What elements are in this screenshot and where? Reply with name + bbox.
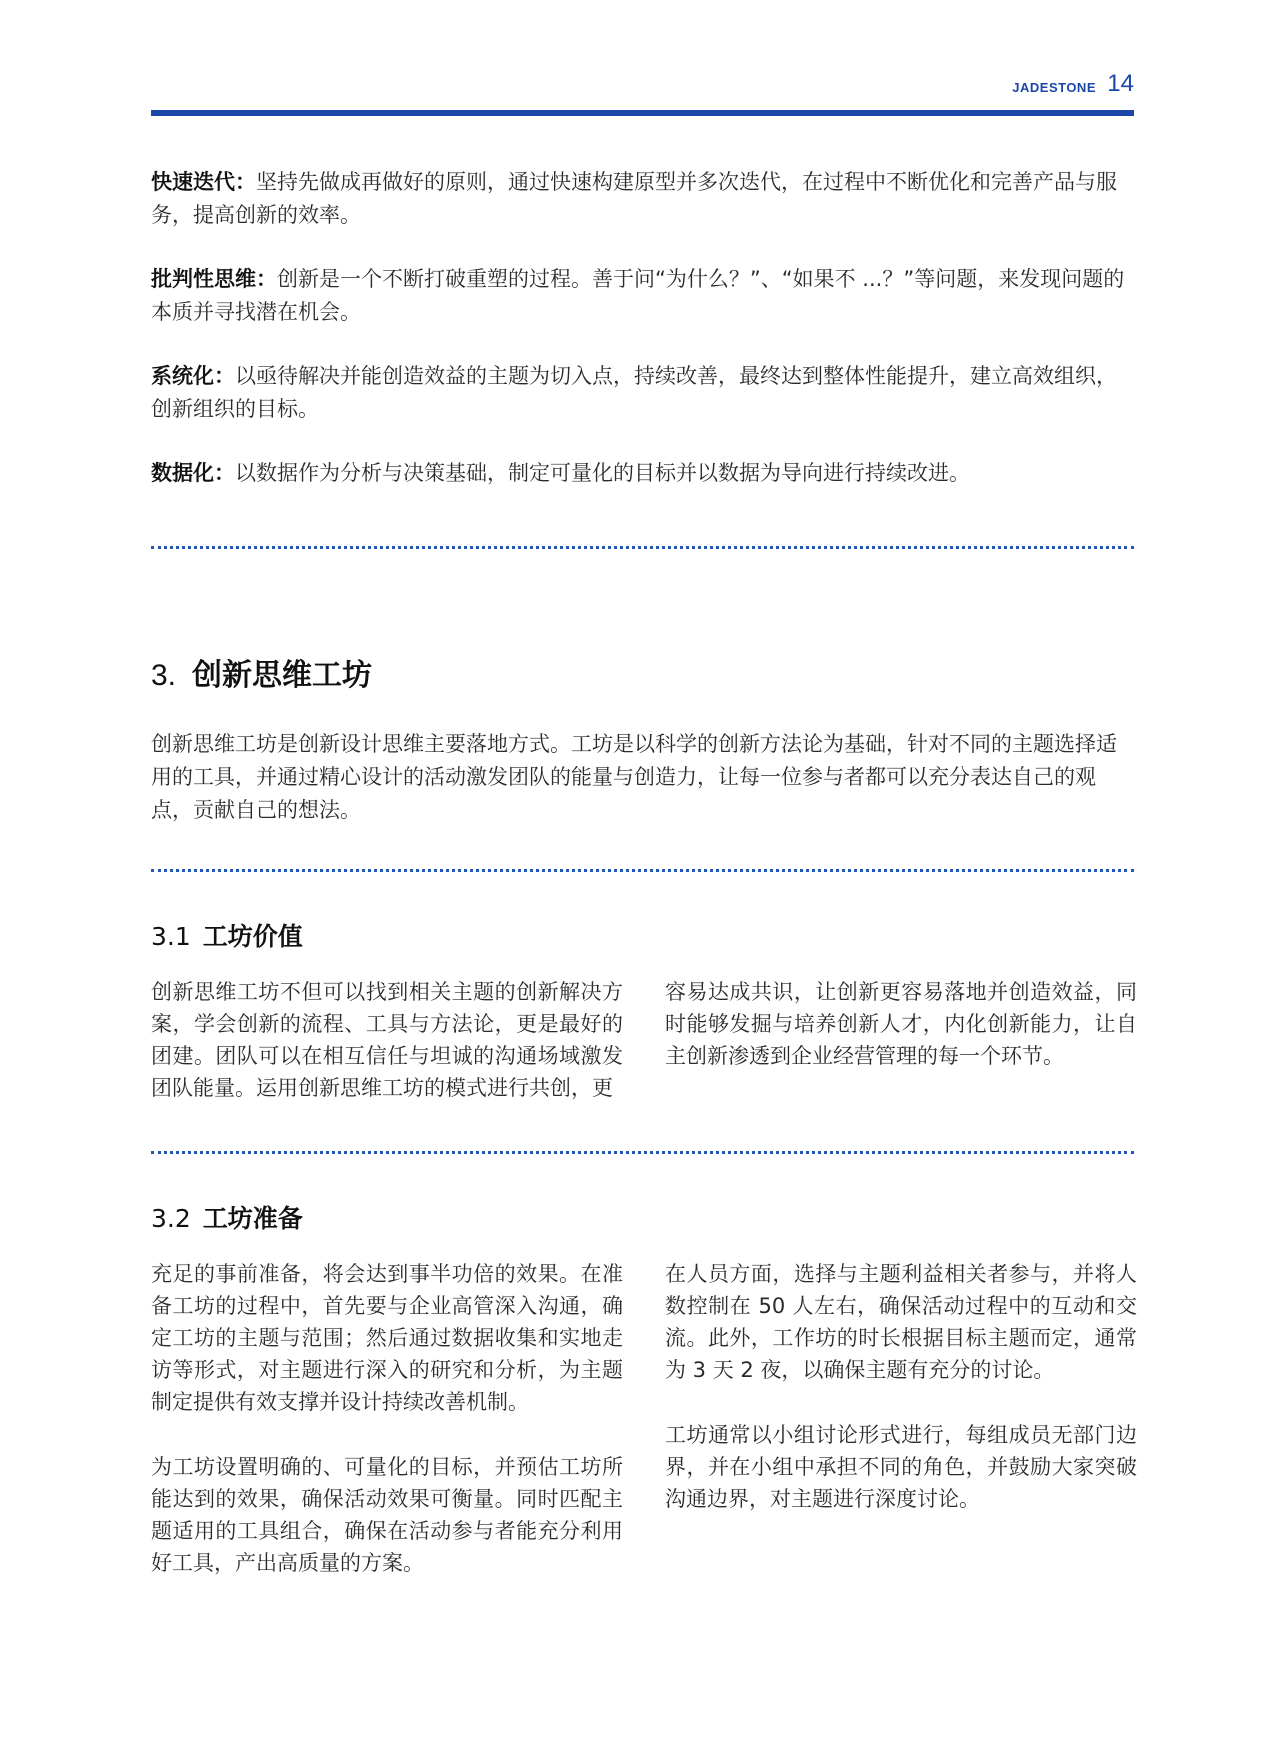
section-title: 创新思维工坊 (192, 659, 373, 692)
principle-rapid-iteration (151, 166, 1136, 232)
section-3-1-heading (151, 917, 303, 953)
section-3-intro: 创新思维工坊是创新设计思维主要落地方式。工坊是以科学的创新方法论为基础，针对不同的主题选择适用的工具，并通过精心设计的活动激发团队的能量与创造力，让每一位参与者都可以充分表达自己的观点，贡献自己的想法。 (151, 732, 1117, 822)
subsection-number: 3.1 (151, 922, 191, 951)
section-3-2-left-para-1: 充足的事前准备，将会达到事半功倍的效果。在准备工坊的过程中，首先要与企业高管深入沟通，确定工坊的主题与范围；然后通过数据收集和实地走访等形式，对主题进行深入的研究和分析，为主题制定提供有效支撑并设计持续改善机制。 (151, 1262, 623, 1414)
principle-term: 数据化： (151, 461, 235, 485)
dotted-divider (151, 1151, 1134, 1154)
section-3-2-right-para-1: 在人员方面，选择与主题利益相关者参与，并将人数控制在 50 人左右，确保活动过程中的互动和交流。此外，工作坊的时长根据目标主题而定，通常为 3 天 2 夜，以确保主题有充分的讨论。 (665, 1262, 1137, 1382)
principle-text: 创新是一个不断打破重塑的过程。善于问“为什么？”、“如果不 ...？”等问题，来发现问题的本质并寻找潜在机会。 (151, 267, 1125, 324)
principle-text: 以数据作为分析与决策基础，制定可量化的目标并以数据为导向进行持续改进。 (235, 461, 970, 485)
principle-term: 系统化： (151, 364, 235, 388)
subsection-title: 工坊准备 (202, 1204, 303, 1233)
principle-term: 批判性思维： (151, 267, 277, 291)
section-3-2-right-para-2: 工坊通常以小组讨论形式进行，每组成员无部门边界，并在小组中承担不同的角色，并鼓励大家突破沟通边界，对主题进行深度讨论。 (665, 1423, 1137, 1511)
section-3-2-left-para-2: 为工坊设置明确的、可量化的目标，并预估工坊所能达到的效果，确保活动效果可衡量。同时匹配主题适用的工具组合，确保在活动参与者能充分利用好工具，产出高质量的方案。 (151, 1455, 623, 1575)
principle-critical-thinking (151, 263, 1136, 329)
principle-text: 坚持先做成再做好的原则，通过快速构建原型并多次迭代，在过程中不断优化和完善产品与服务，提高创新的效率。 (151, 170, 1117, 227)
section-3-1-left-column: 创新思维工坊不但可以找到相关主题的创新解决方案，学会创新的流程、工具与方法论，更是最好的团建。团队可以在相互信任与坦诚的沟通场域激发团队能量。运用创新思维工坊的模式进行共创，更 (151, 980, 623, 1100)
principle-term: 快速迭代： (151, 170, 256, 194)
dotted-divider (151, 546, 1134, 549)
principle-data-driven (151, 457, 1136, 490)
principle-systematic (151, 360, 1136, 426)
section-number: 3. (151, 659, 177, 692)
dotted-divider (151, 869, 1134, 872)
section-3-1-right-column: 容易达成共识，让创新更容易落地并创造效益，同时能够发掘与培养创新人才，内化创新能力，让自主创新渗透到企业经营管理的每一个环节。 (665, 980, 1137, 1068)
principle-text: 以亟待解决并能创造效益的主题为切入点，持续改善，最终达到整体性能提升，建立高效组织，创新组织的目标。 (151, 364, 1117, 421)
subsection-title: 工坊价值 (202, 922, 303, 951)
page-header (151, 66, 1134, 116)
page-number: 14 (1107, 70, 1134, 97)
section-3-heading (151, 650, 372, 694)
section-3-2-heading (151, 1199, 303, 1235)
subsection-number: 3.2 (151, 1204, 191, 1233)
brand-logo: JADESTONE (1012, 80, 1096, 95)
